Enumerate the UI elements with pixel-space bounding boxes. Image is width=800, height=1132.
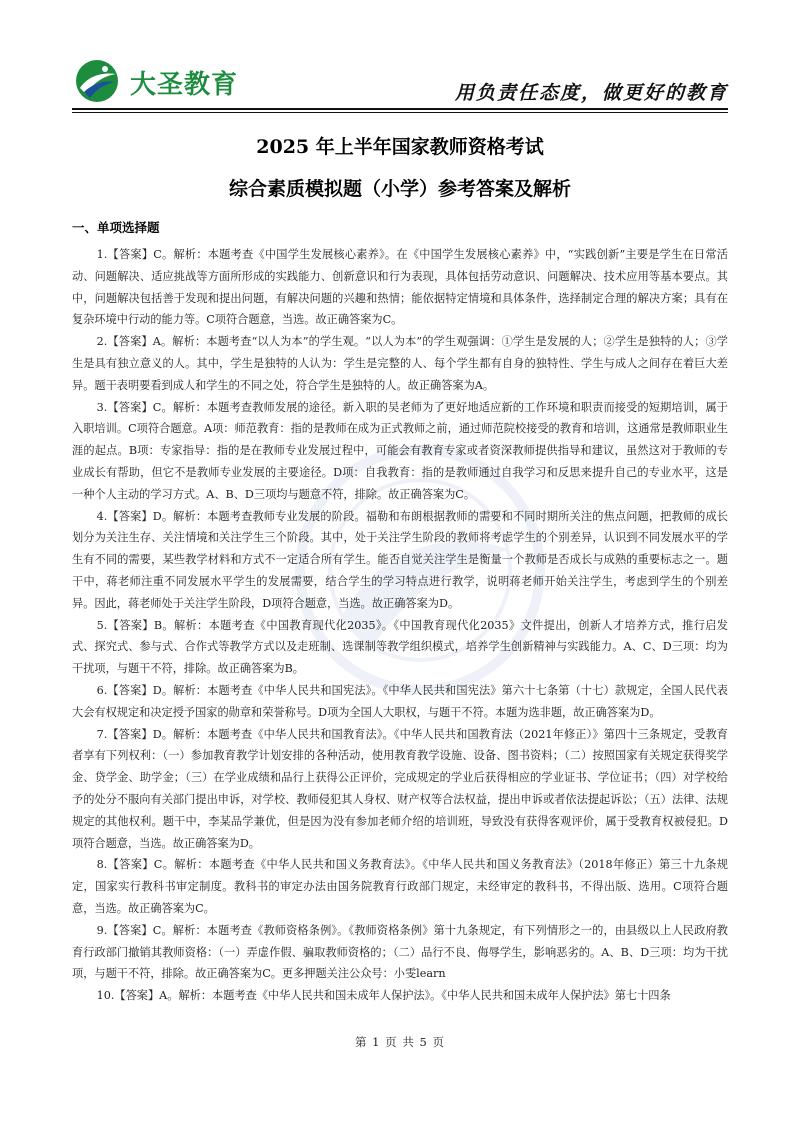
- answer-text: C。解析：本题考查《教师资格条例》。《教师资格条例》第十九条规定，有下列情形之一的，由县级以上人民政府教育行政部门撤销其教师资格：（一）弄虚作假、骗取教师资格的；（二）品行不良、侮辱学生，影响恶劣的。A、B、D三项：均为干扰项，与题干不符，排除。故正确答案为C。更多押题关注公众号：小雯learn: [72, 923, 728, 981]
- answer-text: A。解析：本题考查“以人为本”的学生观。“以人为本”的学生观强调：①学生是发展的人；②学生是独特的人；③学生是具有独立意义的人。其中，学生是独特的人认为：学生是完整的人、每个学生都有自身的独特性、学生与成人之间存在着巨大差异。题干表明要看到成人和学生的不同之处，符合学生是独特的人。故正确答案为A。: [72, 335, 728, 392]
- header-divider: [72, 108, 728, 110]
- answer-tag: 1.【答案】: [96, 248, 154, 261]
- answer-item: [72, 680, 728, 724]
- answer-tag: 10.【答案】: [96, 989, 160, 1003]
- answer-tag: 3.【答案】: [96, 400, 153, 414]
- answer-item: [72, 397, 728, 506]
- answer-text: C。解析：本题考查《中华人民共和国义务教育法》。《中华人民共和国义务教育法》（2018年修正）第三十九条规定，国家实行教科书审定制度。教科书的审定办法由国务院教育行政部门规定，未经审定的教科书，不得出版、选用。C项符合题意，当选。故正确答案为C。: [72, 858, 728, 915]
- answer-tag: 4.【答案】: [96, 509, 153, 523]
- answer-item: [72, 985, 728, 1007]
- answer-text: D。解析：本题考查《中华人民共和国宪法》。《中华人民共和国宪法》第六十七条第（十七）款规定，全国人民代表大会有权规定和决定授予国家的勋章和荣誉称号。D项为全国人大职权，与题干不符。本题为选非题，故正确答案为D。: [72, 683, 728, 719]
- answer-item: [72, 331, 728, 396]
- answer-tag: 8.【答案】: [96, 858, 154, 872]
- answer-text: C。解析：本题考查《中国学生发展核心素养》。在《中国学生发展核心素养》中，“实践创新”主要是学生在日常活动、问题解决、适应挑战等方面所形成的实践能力、创新意识和行为表现，具体包括劳动意识、问题解决、技术应用等基本要点。其中，问题解决包括善于发现和提出问题，有解决问题的兴趣和热情；能依据特定情境和具体条件，选择制定合理的解决方案；具有在复杂环境中行动的能力等。C项符合题意，当选。故正确答案为C。: [72, 248, 728, 327]
- answer-tag: 7.【答案】: [96, 727, 153, 741]
- answer-list: [72, 244, 728, 1007]
- answer-text: B。解析：本题考查《中国教育现代化2035》。《中国教育现代化2035》文件提出，创新人才培养方式，推行启发式、探究式、参与式、合作式等教学方式以及走班制、选课制等教学组织模式，培养学生创新精神与实践能力。A、C、D三项：均为干扰项，与题干不符，排除。故正确答案为B。: [72, 618, 728, 676]
- answer-tag: 9.【答案】: [96, 923, 153, 937]
- answer-item: [72, 506, 728, 615]
- document-title-line2: 综合素质模拟题（小学）参考答案及解析: [228, 178, 571, 200]
- answer-tag: 5.【答案】: [96, 618, 154, 632]
- answer-item: [72, 854, 728, 919]
- answer-item: [72, 724, 728, 855]
- answer-item: [72, 615, 728, 680]
- document-title-line1: 2025 年上半年国家教师资格考试: [256, 136, 544, 158]
- dasheng-logo-icon: [74, 58, 120, 104]
- header-divider-thin: [72, 112, 728, 113]
- brand-logo: [74, 58, 274, 108]
- answer-tag: 2.【答案】: [96, 335, 153, 349]
- answer-tag: 6.【答案】: [96, 683, 153, 697]
- section-heading: 一、单项选择题: [72, 220, 160, 235]
- answer-text: D。解析：本题考查《中华人民共和国教育法》。《中华人民共和国教育法（2021年修正）》第四十三条规定，受教育者享有下列权利：（一）参加教育教学计划安排的各种活动，使用教育教学设施、设备、图书资料；（二）按照国家有关规定获得奖学金、贷学金、助学金；（三）在学业成绩和品行上获得公正评价，完成规定的学业后获得相应的学业证书、学位证书；（四）对学校给予的处分不服向有关部门提出申诉，对学校、教师侵犯其人身权、财产权等合法权益，提出申诉或者依法提起诉讼；（五）法律、法规规定的其他权利。题干中，李某品学兼优，但是因为没有参加老师介绍的培训班，导致没有获得客观评价，属于受教育权被侵犯。D项符合题意，当选。故正确答案为D。: [72, 727, 728, 850]
- answer-text: A。解析：本题考查《中华人民共和国未成年人保护法》。《中华人民共和国未成年人保护法》第七十四条: [159, 989, 671, 1003]
- answer-item: [72, 920, 728, 985]
- page-footer: 第 1 页 共 5 页: [355, 1035, 445, 1049]
- page-header: [0, 0, 800, 118]
- header-slogan: 用负责任态度，做更好的教育: [454, 82, 728, 104]
- answer-item: [72, 244, 728, 331]
- answer-text: D。解析：本题考查教师专业发展的阶段。福勒和布朗根据教师的需要和不同时期所关注的焦点问题，把教师的成长划分为关注生存、关注情境和关注学生三个阶段。其中，处于关注学生阶段的教师将考虑学生的个别差异，认识到不同发展水平的学生有不同的需要，某些教学材料和方式不一定适合所有学生。能否自觉关注学生是衡量一个教师是否成长与成熟的重要标志之一。题干中，蒋老师注重不同发展水平学生的发展需要，结合学生的学习特点进行教学，说明蒋老师开始关注学生，考虑到学生的个别差异。因此，蒋老师处于关注学生阶段，D项符合题意，当选。故正确答案为D。: [72, 509, 728, 610]
- answer-text: C。解析：本题考查教师发展的途径。新入职的吴老师为了更好地适应新的工作环境和职责而接受的短期培训，属于入职培训。C项符合题意。A项：师范教育：指的是教师在成为正式教师之前，通过师范院校接受的教育和培训，这通常是教师职业生涯的起点。B项：专家指导：指的是在教师专业发展过程中，可能会有教育专家或者资深教师提供指导和建议，虽然这对于教师的专业成长有帮助，但它不是教师专业发展的主要途径。D项：自我教育：指的是教师通过自我学习和反思来提升自己的专业水平，这是一种个人主动的学习方式。A、B、D三项均与题意不符，排除。故正确答案为C。: [72, 400, 728, 501]
- logo-text: 大圣教育: [130, 70, 239, 100]
